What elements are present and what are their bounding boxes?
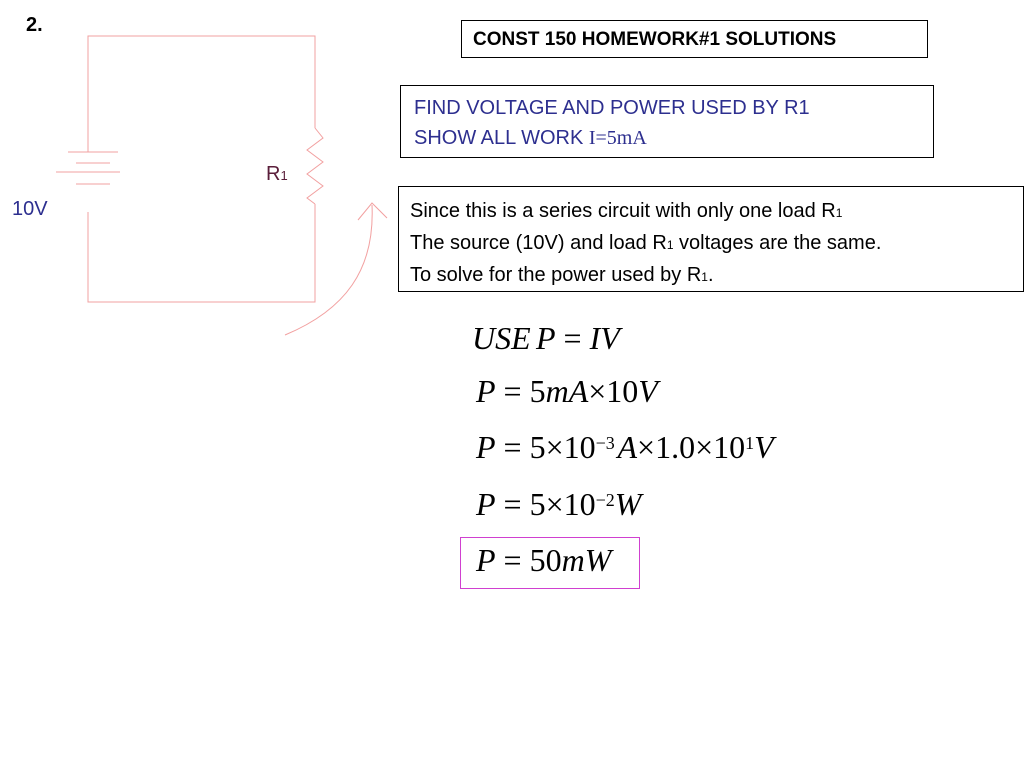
eq3-eq: = [495,429,530,465]
eq3-u1: A [617,429,638,465]
curved-arrow [285,205,372,335]
equation-step-1 [476,371,658,411]
eq1-use: USE [472,320,531,356]
resistor-label-text: R [266,163,281,185]
explanation-line-3-post: . [707,264,714,286]
task-line-1: FIND VOLTAGE AND POWER USED BY R1 [414,97,810,119]
eq4-eq: = [495,486,530,522]
explanation-line-2-pre: The source (10V) and load R [410,232,667,254]
equation-step-3 [476,484,641,524]
eq2-n2: 10 [606,373,639,409]
eq5-n: 50 [529,542,562,578]
resistor-label [266,163,288,186]
eq3-lhs: P [476,429,496,465]
circuit-wire-top [88,36,315,152]
source-voltage-label: 10V [12,198,48,220]
eq2-lhs: P [476,373,496,409]
circuit-wire-bottom [88,204,315,302]
current-value: I=5mA [588,127,647,149]
problem-number: 2. [26,14,43,36]
eq3-exp2: 1 [745,433,755,453]
eq2-n1: 5 [529,373,546,409]
eq4-exp1: −2 [595,490,615,510]
eq5-u: mW [561,542,612,578]
eq5-eq: = [495,542,530,578]
equation-use-p-iv [472,318,620,358]
explanation-line-1-text: Since this is a series circuit with only one load R [410,200,836,222]
eq3-u2: V [754,429,774,465]
eq2-eq: = [495,373,530,409]
eq1-lhs: P [536,320,556,356]
explanation-line-2-post: voltages are the same. [673,232,882,254]
task-line-2-text: SHOW ALL WORK [414,127,589,149]
resistor-r1-zigzag [307,128,323,204]
subscript: 1 [701,270,708,284]
subscript: 1 [835,206,843,220]
eq4-a: 5×10 [529,486,596,522]
explanation-line-3-pre: To solve for the power used by R [410,264,702,286]
eq1-rhs: IV [589,320,620,356]
eq2-u1: mA [545,373,589,409]
subscript: 1 [666,238,674,252]
equation-step-2 [476,427,774,467]
title-box: CONST 150 HOMEWORK#1 SOLUTIONS [461,20,928,58]
eq2-times: × [588,373,607,409]
eq5-lhs: P [476,542,496,578]
eq3-exp1: −3 [595,433,615,453]
subscript: 1 [280,168,288,183]
equation-final-answer [476,540,611,580]
eq2-u2: V [638,373,658,409]
eq4-lhs: P [476,486,496,522]
eq4-u1: W [614,486,642,522]
eq3-a: 5×10 [529,429,596,465]
eq1-eq: = [555,320,590,356]
eq3-b: ×1.0×10 [637,429,746,465]
